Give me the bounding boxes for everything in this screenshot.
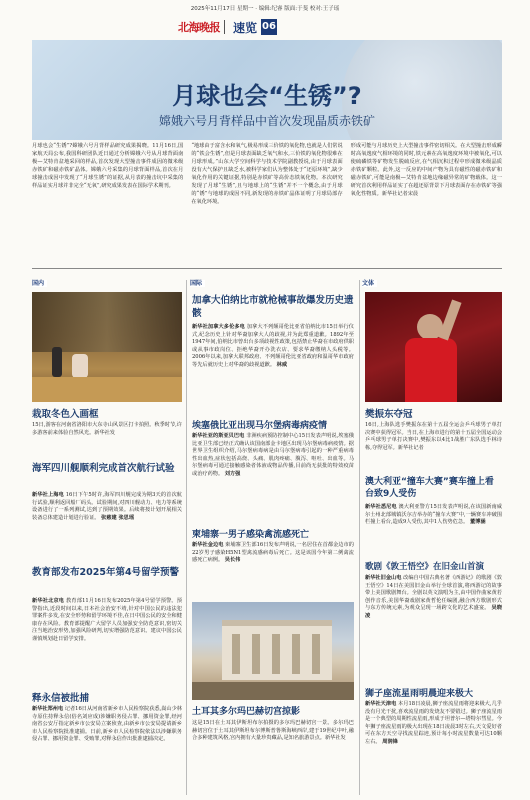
- story-sichuan-ship: [32, 492, 182, 522]
- dateline: 新华社北京电: [32, 598, 65, 604]
- headline-sichuan-ship: 海军四川舰顺利完成首次航行试验: [32, 463, 175, 474]
- photo-title-dolmabahce: 土耳其多尔玛巴赫切宫掠影: [192, 707, 301, 717]
- section-label-domestic: 国内: [32, 280, 47, 287]
- story-body: 教育部11月16日发布2025年第4号留学预警。预警指出,近段时间以来,日本社会治安不靖,针对中国公民的违法犯罪案件多发,在安全形势和留学环境不佳,在日中国公民的安全和健康存在风险。教育部提醒广大留学人员加强安全防范意识,密切关注当地治安形势,加强风险研判,切实增强防范意识。建议中国公民谨慎规划赴日留学安排。: [32, 598, 182, 642]
- photo-caption-autumn: 15日,游客在河南省洛阳市大东寺山风景区打卡拍照。秋季时节,许多游客前来体验自然风光。新华社发: [32, 422, 182, 436]
- lead-column: “地球由于富含水和氧气,极易形成三价铁的氧化物,也就是人们常说的“铁会生锈”,但是月球表面缺乏氧气和水,三价铁的氧化物很难在月球形成。”山东大学空间科学与技术学院副教授说,由于月球表面没有大气保护且缺乏水,被科学家们认为整体处于“还原环境”,缺少氧化作用的关键证据,特别是赤铁矿等高价态铁氧化物。本次研究发现了月球“生锈”,且与地球上的“生锈”并不一个概念,由于月球的“锈”与地球的成因不同,新发现的赤铁矿晶体证明了月球局部存在氧化环境。: [191, 143, 343, 205]
- lead-column: 形成可能与月球历史上大型撞击事件密切相关。在大型撞击形成瞬时高氧逸度气相环境的同时,铁元素在高氧逸度环境中被氧化,可以使硫磷铁等矿物发生脱硫反应,在气相沉积过程中形成微米级晶质赤铁矿颗粒。此外,这一反应的中间产物为具有磁性的磁赤铁矿和磁赤铁矿,可能是南极—艾特肯盆地边缘磁异常的矿物载体。这一研究首次利用样品证实了在超还原背景下月球表面存在赤铁矿等强氧化性物质。新华社记者宋晨: [350, 143, 502, 197]
- headline-bird-flu: 柬埔寨一男子感染禽流感死亡: [192, 530, 310, 540]
- byline: 董博涵: [469, 519, 486, 525]
- dateline: 新华社天津电: [365, 701, 397, 707]
- masthead: [178, 16, 277, 38]
- newspaper-logo: 北海晚报: [178, 21, 220, 34]
- lead-column: 月球也会“生锈”?嫦娥六号月背样品研究成果揭晓。11月16日,国家航天局公布,我国科研团队近日通过分析嫦娥六号从月球背面南极—艾特肯盆地采回的样品,首次发现大型撞击事件成因的微米级赤铁矿和磁赤铁矿晶体。嫦娥六号采集的月球背面样品,首次在月球撞击成因中发现了“月球生锈”的证据,从月表的撞击坑中采集的样品证实月球并非完全“无氧”,研究成果发表在国际学术期刊。: [32, 143, 184, 189]
- lead-body: [32, 142, 502, 206]
- dateline: 新华社亚的斯亚贝巴电: [192, 433, 245, 439]
- section-band-domestic: [32, 278, 182, 287]
- headline-meteor: 狮子座流星雨明晨迎来极大: [365, 689, 474, 699]
- story-body: 改编自中国古典名著《西游记》的歌剧《敦王悟空》14日在美国旧金山举行全球首演,将西游记的故事带上美国歌剧舞台。全剧以英文演唱为主,由中国作曲家黄若创作音乐,美国华裔戏剧家黄哲伦任编剧,融合西方歌剧形式与东方传统元素,为观众呈现一场跨文化的艺术盛宴。: [365, 575, 502, 611]
- section-label-international: 国际: [190, 280, 205, 287]
- dolmabahce-photo: [192, 602, 354, 700]
- story-car-crash: [365, 504, 502, 527]
- story-body: 非洲疾病预防控制中心15日发表声明说,埃塞俄比亚卫生部已经正式确认该国南部金卡地区出现马尔堡病毒病疫情。据世界卫生组织介绍,马尔堡病毒病是由马尔堡病毒引起的一种严重病毒性出血热,症状包括高烧、头痛、肌肉疼痛、腹泻、呕吐、出血等。马尔堡病毒可通过接触感染者体液或物品传播,目前尚无获批的特效疫苗或治疗药物。: [192, 433, 354, 477]
- story-bird-flu: [192, 542, 354, 565]
- headline-study-warning: 教育部发布2025年第4号留学预警: [32, 567, 180, 578]
- headline-car-crash: 澳大利亚“撞车大赛”赛车撞上看台致9人受伤: [365, 477, 494, 499]
- column-rule: [186, 280, 187, 795]
- dateline: 新华社悉尼电: [365, 504, 397, 510]
- headline-burnaby: 加拿大伯纳比市就枪械事故爆发历史遗骸: [192, 295, 354, 319]
- autumn-photo: [32, 292, 182, 402]
- section-band-culture: [362, 278, 502, 287]
- photo-title-autumn: 栽取冬色入画框: [32, 409, 99, 420]
- story-body: 本月18日凌晨,狮子座流星雨将迎来极大,几乎没有月光干扰,喜欢流星雨的发烧友不要错过。狮子座流星雨是一个典型的周期性流星雨,形成于坦普尔—塔特尔彗星。今年狮子座流星雨的极大出现在18日凌晨3时左右,天文爱好者可在东方天空寻找流星踪迹,预计每小时流星数量可达10颗左右。: [365, 701, 502, 745]
- headline-shi-yongxin: 释永信被批捕: [32, 693, 90, 704]
- dateline: 新华社金边电: [192, 542, 224, 548]
- byline: 刘方强: [224, 470, 241, 477]
- photo-caption-fan: 16日,上海队选手樊振东在第十五届全运会乒乓球男子单打决赛中获得冠军。当日,在上海市进行的第十五届全国运动会乒乓球男子单打决赛中,樊振东以4比1战胜广东队选手林诗栋,夺得冠军。新华社记者: [365, 422, 502, 451]
- dateline: 新华社郑州电: [32, 706, 64, 712]
- section-label-culture: 文体: [362, 280, 377, 287]
- dateline: 新华社加拿大多伦多电: [192, 324, 245, 330]
- byline: 林威: [276, 361, 288, 368]
- story-shi-yongxin: [32, 706, 182, 744]
- lead-subtitle: 嫦娥六号月背样品中首次发现晶质赤铁矿: [158, 114, 375, 128]
- column-rule: [359, 280, 360, 795]
- byline: 吴晓凌: [365, 605, 502, 619]
- story-burnaby: [192, 324, 354, 369]
- story-study-warning: [32, 598, 182, 643]
- section-title: 速览: [233, 20, 258, 35]
- story-body: 加拿大不列颠哥伦比亚省伯纳比市15日举行仪式,纪念历史上针对华裔加拿大人的歧视,并为此郑重道歉。1892年至1947年间,伯纳比市曾出台多项歧视性政策,包括禁止华裔在市政府供职或从事市政岗位、拒绝华裔开办洗衣店、要求华裔缴纳人头税等。2006年以来,加拿大联邦政府、不列颠哥伦比亚省政府和温哥华市政府等先后就历史上对华裔的歧视道歉。: [192, 324, 354, 368]
- photo-caption-dolmabahce: 这是15日在土耳其伊斯坦布尔拍摄的多尔玛巴赫切宫一景。多尔玛巴赫切宫位于土耳其伊斯坦布尔博斯普鲁斯海峡西岸,建于19世纪中叶,融合多种建筑风格,宫内拥有大量珍贵藏品,是知名旅游景点。新华社发: [192, 720, 354, 741]
- headline-marburg: 埃塞俄比亚出现马尔堡病毒病疫情: [192, 421, 328, 431]
- byline: 吴长伟: [224, 557, 241, 563]
- lead-hero: [32, 40, 502, 140]
- story-body: 澳大利亚警方15日发表声明说,在该国新南威尔士州北部城镇沃尔吉举办的“撞车大赛”中,一辆赛车冲破围栏撞上看台,造成9人受伤,其中1人伤势危急。: [365, 504, 502, 525]
- section-divider: [32, 268, 502, 269]
- page-dateline: 2025年11月17日 星期一 · 编辑:纪睿 版面:于斐 校对:王子瑶: [190, 6, 340, 12]
- story-body: 记者16日从河南省新乡市人民检察院获悉,嵩山少林寺原住持释永信(俗名刘应成)涉嫌职务侵占罪、挪用资金罪,经河南省公安厅指定新乡市公安局立案侦查,由新乡市公安局提请新乡市人民检察院批准逮捕。日前,新乡市人民检察院依法以涉嫌职务侵占罪、挪用资金罪、受贿罪,对释永信作出批准逮捕决定。: [32, 706, 182, 742]
- page-number: 06: [261, 19, 277, 35]
- story-body: 柬埔寨卫生部16日发布声明说,一名居住在首都金边市的22岁男子感染H5N1型禽流感病毒后死亡。这是该国今年第二例禽流感死亡病例。: [192, 542, 354, 563]
- section-band-international: [190, 278, 356, 287]
- byline: 张慈建 张思瑶: [101, 514, 135, 521]
- story-opera: [365, 575, 502, 620]
- fan-zhendong-photo: [365, 292, 502, 402]
- byline: 周润锋: [382, 738, 398, 745]
- story-body: 16日下午5时许,海军四川舰完成为期3天的首次航行试验,顺利返回船厂码头。试验期间,对四川舰动力、电力等系统设备进行了一系列测试,达到了预期效果。后续将按计划开展相关装备总体建造计划进行验证。: [32, 492, 182, 521]
- lead-title: 月球也会“生锈”?: [172, 82, 362, 110]
- headline-opera: 歌剧《敦王悟空》在旧金山首演: [365, 562, 485, 572]
- masthead-divider: [224, 20, 225, 34]
- dateline: 新华社旧金山电: [365, 575, 402, 581]
- dateline: 新华社上海电: [32, 492, 64, 498]
- photo-title-fan: 樊振东夺冠: [365, 409, 413, 420]
- story-marburg: [192, 433, 354, 478]
- story-meteor: [365, 701, 502, 746]
